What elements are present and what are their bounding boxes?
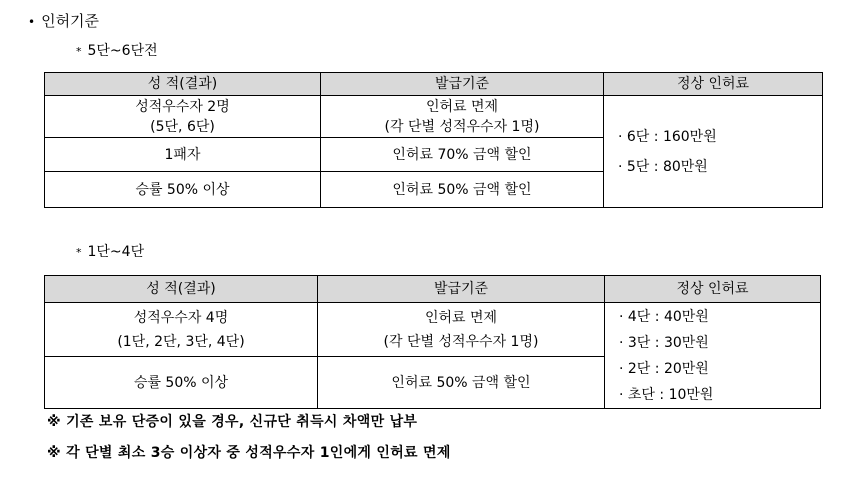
result-cell	[45, 96, 321, 138]
title-text: 인허기준	[41, 12, 100, 30]
criteria-line: (각 단별 성적우수자 1명)	[384, 118, 540, 135]
criteria-line: 인허료 면제	[424, 309, 498, 326]
header-fee: 정상 인허료	[605, 276, 821, 303]
fee-line: · 4단 : 40만원	[619, 308, 709, 325]
table-row	[45, 303, 821, 357]
header-fee: 정상 인허료	[604, 73, 823, 96]
criteria-cell	[318, 303, 605, 357]
asterisk-icon: *	[76, 45, 82, 58]
bullet-icon: •	[28, 15, 36, 29]
criteria-cell: 인허료 50% 금액 할인	[318, 357, 605, 409]
header-criteria: 발급기준	[318, 276, 605, 303]
section1-table	[44, 72, 823, 208]
result-cell	[45, 303, 318, 357]
section2-heading-text: 1단~4단	[87, 244, 145, 260]
section1-heading-text: 5단~6단전	[87, 43, 158, 59]
note-line: ※ 각 단별 최소 3승 이상자 중 성적우수자 1인에게 인허료 면제	[47, 445, 451, 461]
asterisk-icon: *	[76, 246, 82, 259]
page-title	[28, 10, 99, 31]
criteria-cell	[321, 96, 604, 138]
criteria-cell: 인허료 70% 금액 할인	[321, 138, 604, 172]
note-line: ※ 기존 보유 단증이 있을 경우, 신규단 취득시 차액만 납부	[47, 414, 418, 430]
result-line: 성적우수자 2명	[135, 98, 230, 115]
result-cell: 승률 50% 이상	[45, 357, 318, 409]
result-line: (1단, 2단, 3단, 4단)	[117, 333, 245, 350]
fee-line: · 3단 : 30만원	[619, 334, 709, 351]
criteria-cell: 인허료 50% 금액 할인	[321, 172, 604, 208]
section1-heading	[76, 40, 158, 60]
fee-cell	[604, 96, 823, 208]
fee-line: · 6단 : 160만원	[618, 128, 717, 145]
result-cell: 승률 50% 이상	[45, 172, 321, 208]
fee-line: · 5단 : 80만원	[618, 158, 708, 175]
result-cell: 1패자	[45, 138, 321, 172]
table-row	[45, 96, 823, 138]
header-result: 성 적(결과)	[45, 276, 318, 303]
fee-line: · 2단 : 20만원	[619, 360, 709, 377]
fee-cell	[605, 303, 821, 409]
header-result: 성 적(결과)	[45, 73, 321, 96]
table-header-row	[45, 73, 823, 96]
criteria-line: 인허료 면제	[425, 98, 499, 115]
table-header-row	[45, 276, 821, 303]
section2-table	[44, 275, 821, 409]
section2-heading	[76, 241, 144, 261]
criteria-line: (각 단별 성적우수자 1명)	[383, 333, 539, 350]
header-criteria: 발급기준	[321, 73, 604, 96]
result-line: (5단, 6단)	[150, 118, 215, 135]
result-line: 성적우수자 4명	[133, 309, 229, 326]
fee-line: · 초단 : 10만원	[619, 386, 714, 403]
